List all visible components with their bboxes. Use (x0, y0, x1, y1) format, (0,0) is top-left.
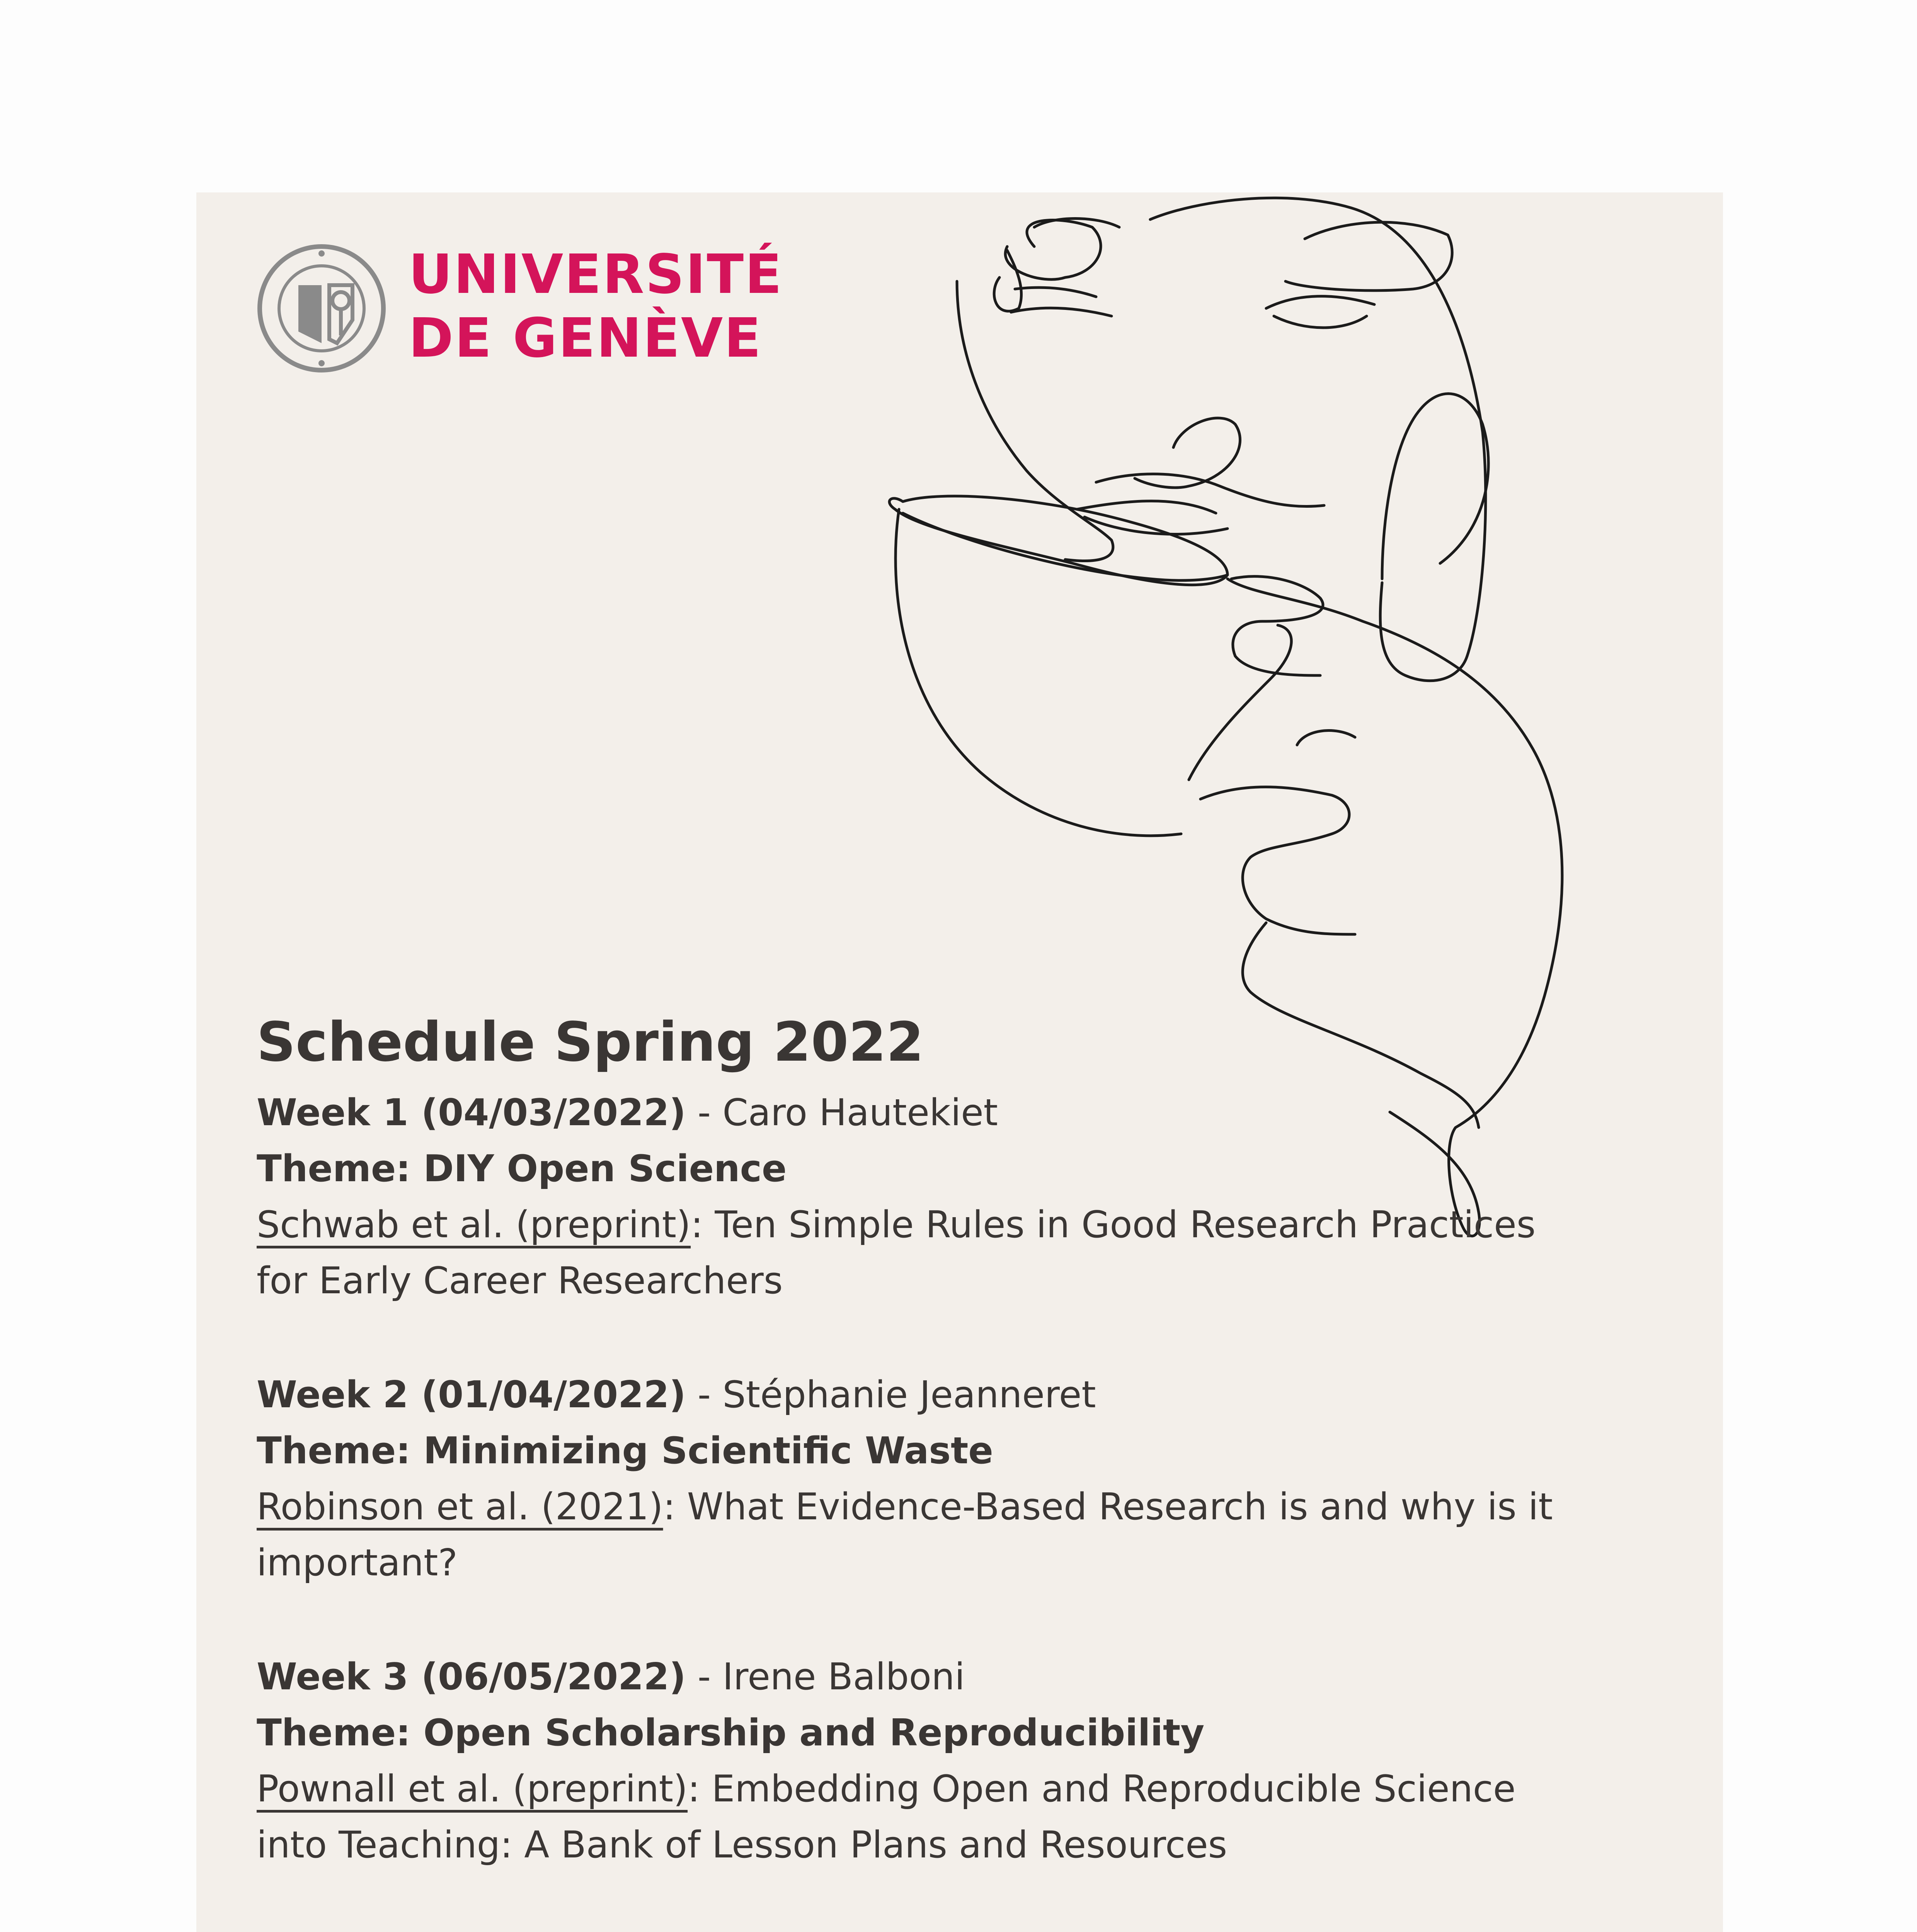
week-label: Week 2 (01/04/2022) (257, 1374, 686, 1416)
university-name-line2: DE GENÈVE (409, 307, 762, 370)
reading-title-line1: : Ten Simple Rules in Good Research Practices (691, 1204, 1536, 1246)
poster (196, 192, 1723, 1932)
week-speaker: - Caro Hautekiet (686, 1092, 998, 1134)
week-header (257, 1085, 1663, 1141)
week-speaker: - Stéphanie Jeanneret (686, 1374, 1096, 1416)
week-entry-1 (257, 1085, 1663, 1309)
university-name-line1: UNIVERSITÉ (409, 243, 783, 306)
week-reading (257, 1197, 1663, 1253)
week-theme: Theme: DIY Open Science (257, 1148, 787, 1190)
reading-title-line1: : Embedding Open and Reproducible Science (688, 1768, 1516, 1810)
week-entry-2 (257, 1367, 1663, 1591)
reading-title-line2: important? (257, 1542, 458, 1584)
week-theme: Theme: Open Scholarship and Reproducibility (257, 1712, 1205, 1754)
week-header (257, 1367, 1663, 1423)
schedule-title: Schedule Spring 2022 (257, 1011, 924, 1074)
week-header (257, 1649, 1663, 1705)
week-label: Week 3 (06/05/2022) (257, 1656, 686, 1698)
university-seal-icon (256, 243, 387, 374)
week-theme: Theme: Minimizing Scientific Waste (257, 1430, 993, 1472)
week-reading (257, 1479, 1663, 1535)
reading-title-line1: : What Evidence-Based Research is and why is it (663, 1486, 1553, 1528)
week-entry-3 (257, 1649, 1663, 1873)
week-reading (257, 1761, 1663, 1817)
week-label: Week 1 (04/03/2022) (257, 1092, 686, 1134)
reading-reference-link[interactable]: Pownall et al. (preprint) (257, 1768, 688, 1810)
university-name (409, 243, 783, 370)
week-speaker: - Irene Balboni (686, 1656, 965, 1698)
reading-title-line2: into Teaching: A Bank of Lesson Plans and Resources (257, 1824, 1227, 1866)
schedule (257, 1012, 1663, 1932)
reading-reference-link[interactable]: Robinson et al. (2021) (257, 1486, 663, 1528)
reading-reference-link[interactable]: Schwab et al. (preprint) (257, 1204, 691, 1246)
university-logo (256, 243, 797, 389)
reading-title-line2: for Early Career Researchers (257, 1260, 783, 1302)
